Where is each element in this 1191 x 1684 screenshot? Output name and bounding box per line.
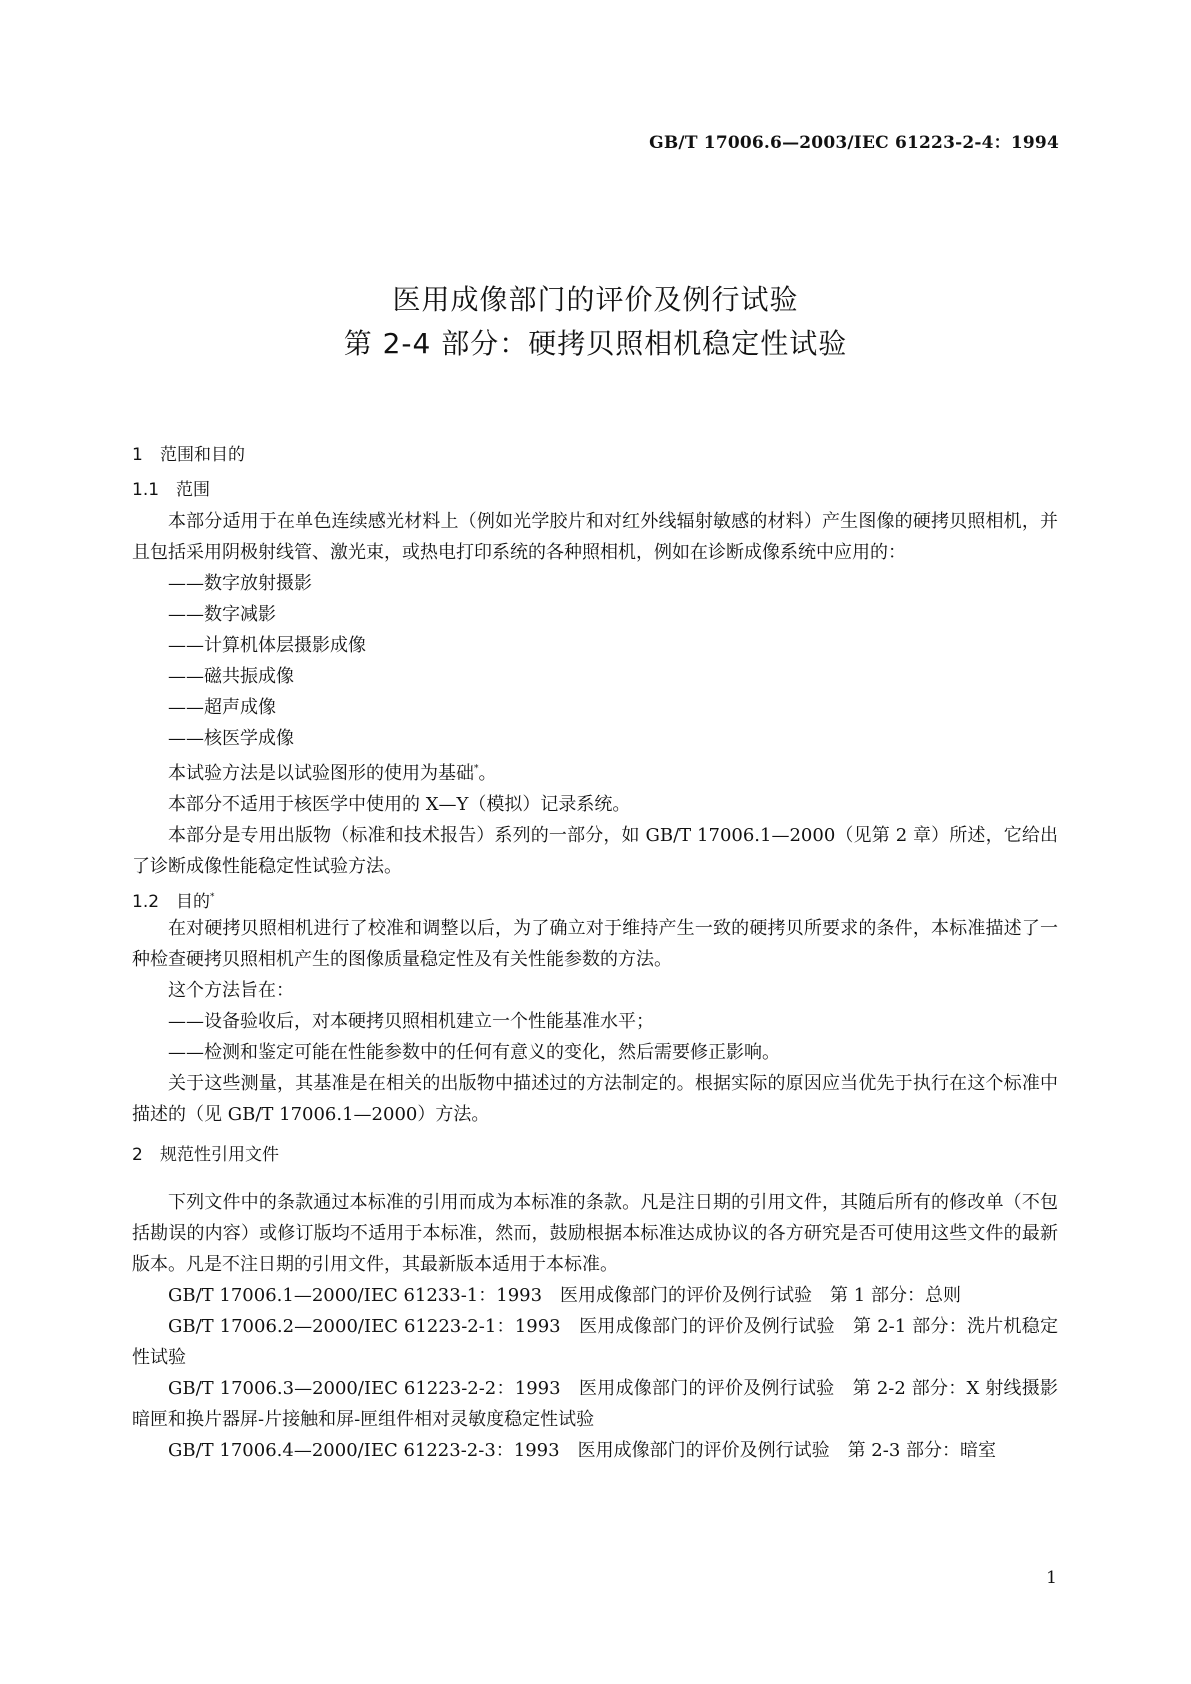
- standard-code-header: GB/T 17006.6—2003/IEC 61223-2-4：1994: [649, 133, 1059, 153]
- list-item: ——数字放射摄影: [168, 573, 312, 594]
- section-title: 范围: [176, 480, 210, 500]
- document-title-line1: 医用成像部门的评价及例行试验: [392, 283, 799, 316]
- footnote-mark: *: [474, 764, 479, 774]
- paragraph: 本部分是专用出版物（标准和技术报告）系列的一部分，如 GB/T 17006.1—2000（见第 2 章）所述，它给出了诊断成像性能稳定性试验方法。: [132, 825, 1058, 877]
- list-item: ——数字减影: [168, 604, 276, 625]
- section-title: 目的: [176, 892, 210, 912]
- list-item: ——超声成像: [168, 697, 276, 718]
- section-number: 1.1: [132, 480, 160, 500]
- paragraph: 在对硬拷贝照相机进行了校准和调整以后，为了确立对于维持产生一致的硬拷贝所要求的条件，本标准描述了一种检查硬拷贝照相机产生的图像质量稳定性及有关性能参数的方法。: [132, 918, 1058, 970]
- footnote-mark: *: [210, 892, 215, 902]
- section-number: 1: [132, 445, 143, 465]
- paragraph: 下列文件中的条款通过本标准的引用而成为本标准的条款。凡是注日期的引用文件，其随后所有的修改单（不包括勘误的内容）或修订版均不适用于本标准，然而，鼓励根据本标准达成协议的各方研究是否可使用这些文件的最新版本。凡是不注日期的引用文件，其最新版本适用于本标准。: [132, 1192, 1058, 1275]
- paragraph: 本部分不适用于核医学中使用的 X—Y（模拟）记录系统。: [168, 794, 631, 815]
- list-item: ——检测和鉴定可能在性能参数中的任何有意义的变化，然后需要修正影响。: [168, 1042, 780, 1063]
- document-title-line2: 第 2-4 部分：硬拷贝照相机稳定性试验: [343, 327, 848, 360]
- paragraph: 这个方法旨在：: [168, 980, 294, 1001]
- paragraph: 本部分适用于在单色连续感光材料上（例如光学胶片和对红外线辐射敏感的材料）产生图像的硬拷贝照相机，并且包括采用阴极射线管、激光束，或热电打印系统的各种照相机，例如在诊断成像系统中应用的：: [132, 511, 1058, 563]
- reference-item: GB/T 17006.1—2000/IEC 61233-1：1993 医用成像部门的评价及例行试验 第 1 部分：总则: [168, 1285, 961, 1306]
- paragraph: 本试验方法是以试验图形的使用为基础*。: [168, 763, 497, 784]
- paragraph: 关于这些测量，其基准是在相关的出版物中描述过的方法制定的。根据实际的原因应当优先于执行在这个标准中描述的（见 GB/T 17006.1—2000）方法。: [132, 1073, 1058, 1125]
- section-title: 规范性引用文件: [160, 1145, 279, 1165]
- reference-item: GB/T 17006.3—2000/IEC 61223-2-2：1993 医用成像部门的评价及例行试验 第 2-2 部分：X 射线摄影暗匣和换片器屏-片接触和屏-匣组件相对灵敏度稳定性试验: [132, 1378, 1058, 1430]
- section-number: 2: [132, 1145, 143, 1165]
- section-title: 范围和目的: [160, 445, 245, 465]
- section-1-1-heading: [132, 475, 1058, 506]
- list-item: ——计算机体层摄影成像: [168, 635, 366, 656]
- page-number: 1: [1046, 1568, 1057, 1588]
- reference-item: GB/T 17006.4—2000/IEC 61223-2-3：1993 医用成像部门的评价及例行试验 第 2-3 部分：暗室: [168, 1440, 997, 1461]
- reference-item: GB/T 17006.2—2000/IEC 61223-2-1：1993 医用成像部门的评价及例行试验 第 2-1 部分：洗片机稳定性试验: [132, 1316, 1058, 1368]
- section-1-heading: [132, 440, 1058, 471]
- list-item: ——核医学成像: [168, 728, 294, 749]
- list-item: ——磁共振成像: [168, 666, 294, 687]
- list-item: ——设备验收后，对本硬拷贝照相机建立一个性能基准水平；: [168, 1011, 654, 1032]
- section-1-2-heading: [132, 882, 1058, 913]
- section-2-heading: [132, 1140, 1058, 1171]
- document-body: [132, 440, 1058, 1466]
- section-number: 1.2: [132, 892, 160, 912]
